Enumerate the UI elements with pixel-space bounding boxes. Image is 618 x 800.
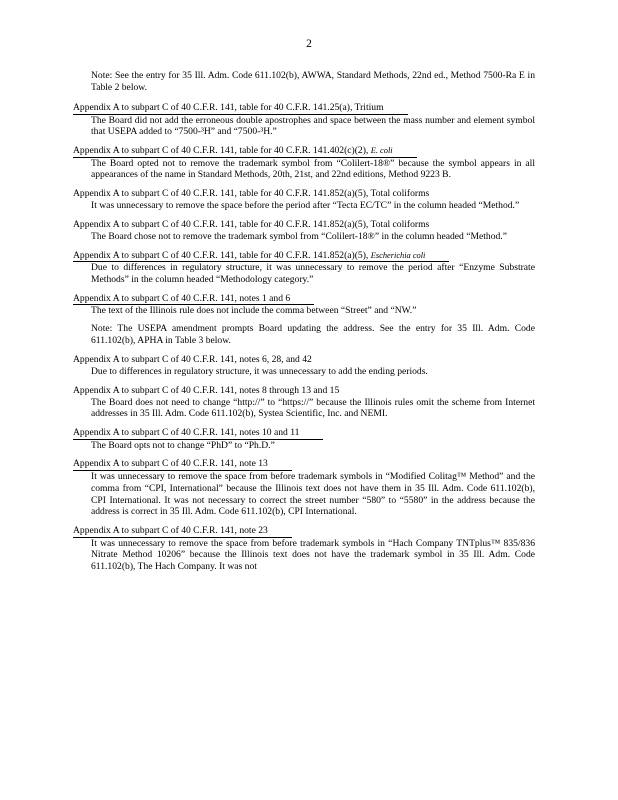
entry-heading: Appendix A to subpart C of 40 C.F.R. 141, table for 40 C.F.R. 141.852(a)(5), Total coliforms [73,218,430,230]
entry-heading-text: Appendix A to subpart C of 40 C.F.R. 141, table for 40 C.F.R. 141.852(a)(5), [73,249,369,261]
entry-note: Note: The USEPA amendment prompts Board updating the address. See the entry for 35 Ill. Adm. Code 611.102(b), APHA in Table 3 below. [91,323,535,346]
entry-text: Due to differences in regulatory structure, it was unnecessary to add the ending periods. [91,365,428,377]
entry-escherichia-coli [73,250,535,286]
entry-text: Due to differences in regulatory structure, it was unnecessary to remove the period after “Enzyme Substrate Methods” in the column headed “Methodology category.” [91,262,535,286]
entry-text: The Board does not need to change “http://” to “https://” because the Illinois rules omit the scheme from Internet addresses in 35 Ill. Adm. Code 611.102(b), Systea Scientific, Inc. and NEMI. [91,396,535,420]
entry-heading: Appendix A to subpart C of 40 C.F.R. 141, table for 40 C.F.R. 141.852(a)(5), Total coliforms [73,188,430,200]
entry-notes-8-15 [73,385,535,421]
entry-heading-text: Appendix A to subpart C of 40 C.F.R. 141, table for 40 C.F.R. 141.402(c)(2), [73,145,369,157]
entry-note-23 [73,525,535,573]
entry-text: The Board opted not to remove the trademark symbol from “Colilert-18®” because the symbol appears in all appearances of the name in Standard Methods, 20th, 21st, and 22nd editions, Method 9223 B. [91,157,535,181]
entry-heading: Appendix A to subpart C of 40 C.F.R. 141, notes 6, 28, and 42 [73,353,312,365]
entry-heading: Appendix A to subpart C of 40 C.F.R. 141, note 13 [73,458,292,471]
entry-heading [73,145,417,158]
entry-heading: Appendix A to subpart C of 40 C.F.R. 141, notes 8 through 13 and 15 [73,384,340,396]
entry-notes-10-11 [73,427,535,451]
entry-text: It was unnecessary to remove the space from before trademark symbols in “Modified Colitag™ Method” and the comma from “CPI, International” because the Illinois text does not have them in 35 Ill. Adm. Code 611.102(b), CPI International. It was not necessary to correct the street number “580” to “5580” in the address because the address is correct in 35 Ill. Adm. Code 611.102(b), CPI International. [91,470,535,518]
page-number: 2 [306,38,312,50]
entry-heading: Appendix A to subpart C of 40 C.F.R. 141, notes 10 and 11 [73,427,323,440]
document-body [73,70,535,580]
entry-text: The Board opts not to change “PhD” to “Ph.D.” [91,439,275,451]
entry-e-coli [73,145,535,181]
entry-notes-1-6 [73,293,535,347]
entry-heading [73,250,449,263]
entry-total-coliforms-1 [73,188,535,212]
entry-text: It was unnecessary to remove the space before the period after “Tecta EC/TC” in the column headed “Method.” [91,200,520,212]
entry-heading: Appendix A to subpart C of 40 C.F.R. 141, table for 40 C.F.R. 141.25(a), Tritium [73,102,408,115]
entry-note-13 [73,458,535,518]
entry-heading-italic: E. coli [370,146,393,156]
entry-text: The text of the Illinois rule does not include the comma between “Street” and “NW.” [91,305,417,317]
entry-notes-6-28-42 [73,354,535,378]
entry-heading: Appendix A to subpart C of 40 C.F.R. 141, notes 1 and 6 [73,293,314,306]
entry-text: It was unnecessary to remove the space from before trademark symbols in “Hach Company TNTplus™ 835/836 Nitrate Method 10206” because the Illinois text does not have the trademark symbol in 35 Ill. Adm. Code 611.102(b), The Hach Company. It was not [91,537,535,573]
entry-tritium [73,102,535,138]
intro-note: Note: See the entry for 35 Ill. Adm. Code 611.102(b), AWWA, Standard Methods, 22nd ed., Method 7500-Ra E in Table 2 below. [91,70,535,93]
entry-text: The Board did not add the erroneous double apostrophes and space between the mass number and element symbol that USEPA added to “7500-³H” and “7500-³H.” [91,114,535,138]
entry-heading-italic: Escherichia coli [370,250,426,260]
entry-text: The Board chose not to remove the trademark symbol from “Colilert-18®” in the column headed “Method.” [91,230,507,242]
entry-total-coliforms-2 [73,219,535,243]
entry-heading: Appendix A to subpart C of 40 C.F.R. 141, note 23 [73,525,292,538]
